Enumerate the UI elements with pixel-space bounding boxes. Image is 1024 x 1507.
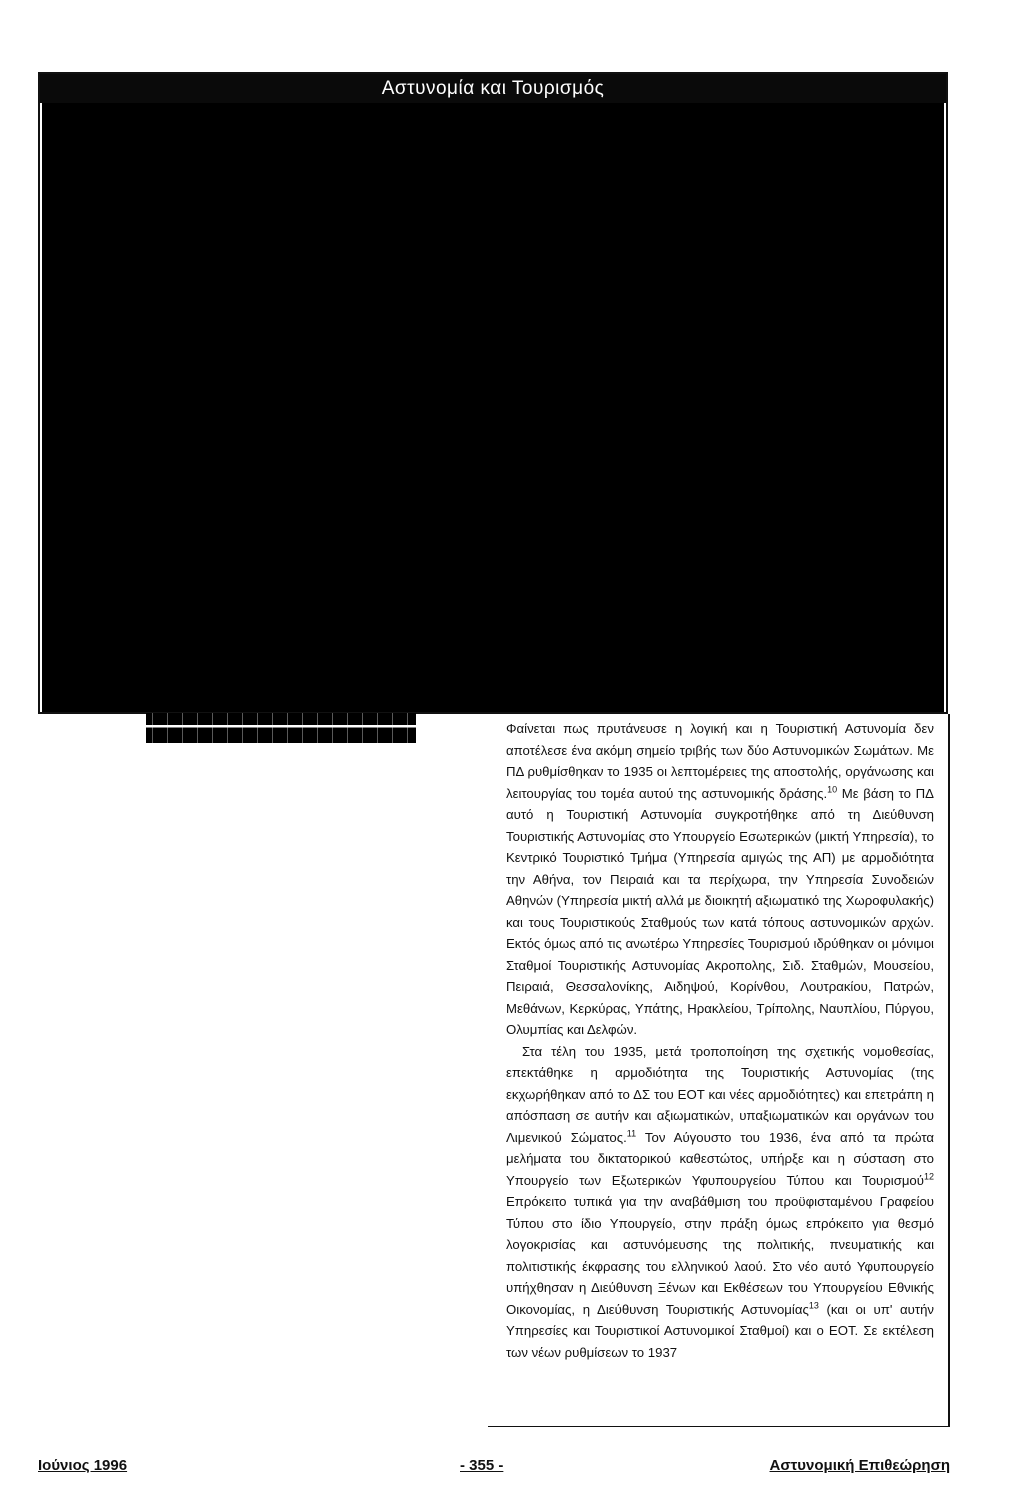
paragraph-1 <box>506 718 934 1041</box>
footnote-ref-11: 11 <box>626 1128 637 1139</box>
paragraph-2-tail-3: (και οι υπ' αυτήν Υπηρεσίες και Τουριστικοί Αστυνομικοί Σταθμοί) και ο ΕΟΤ. Σε εκτέλεση των νέων ρυθμίσεων το 1937 <box>506 1301 935 1360</box>
bottom-rule <box>488 1426 950 1427</box>
figure-frame <box>38 72 948 714</box>
page-number: - 355 - <box>460 1457 504 1474</box>
paragraph-1-tail: Με βάση το ΠΔ αυτό η Τουριστική Αστυνομία συγκροτήθηκε από τη Διεύθυνση Τουριστικής Αστυνομίας στο Υπουργείο Εσωτερικών (μικτή Υπηρεσία), το Κεντρικό Τουριστικό Τμήμα (Υπηρεσία αμιγώς της ΑΠ) με αρμοδιότητα την Αθήνα, τον Πειραιά και τα περίχωρα, την Υπηρεσία Συνοδειών Αθηνών (Υπηρεσία μικτή αλλά με διοικητή αξιωματικό της Χωροφυλακής) και τους Τουριστικούς Σταθμούς των κατά τόπους αστυνομικών αρχών. Εκτός όμως από τις ανωτέρω Υπηρεσίες Τουρισμού ιδρύθηκαν οι μόνιμοι Σταθμοί Τουριστικής Αστυνομίας Ακροπολης, Σιδ. Σταθμών, Μουσείου, Πειραιά, Θεσσαλονίκης, Αιδηψού, Κορίνθου, Λουτρακίου, Πατρών, Μεθάνων, Κερκύρας, Υπάτης, Ηρακλείου, Τρίπολης, Ναυπλίου, Πύργου, Ολυμπίας και Δελφών. <box>506 785 934 1037</box>
footnote-ref-12: 12 <box>923 1171 934 1182</box>
paragraph-2 <box>506 1041 934 1364</box>
paragraph-2-tail: Τον Αύγουστο του 1936, ένα από τα πρώτα μελήματα του δικτατορικού καθεστώτος, υπήρξε και η σύσταση στο Υπουργείο των Εξωτερικών Υφυπουργείου Τύπου και Τουρισμού <box>506 1129 934 1188</box>
footer-date: Ιούνιος 1996 <box>38 1457 128 1474</box>
journal-name: Αστυνομική Επιθεώρηση <box>769 1457 950 1474</box>
body-text-column <box>488 714 950 1427</box>
footnote-ref-13: 13 <box>808 1300 819 1311</box>
footnote-ref-10: 10 <box>827 784 838 795</box>
paragraph-1-text: Φαίνεται πως πρυτάνευσε η λογική και η Τουριστική Αστυνομία δεν αποτέλεσε ένα ακόμη σημείο τριβής των δύο Αστυνομικών Σωμάτων. Με ΠΔ ρυθμίσθηκαν το 1935 οι λεπτομέρειες της αποστολής, οργάνωσης και λειτουργίας του τομέα αυτού της αστυνομικής δράσης. <box>506 721 934 801</box>
dark-photograph <box>42 103 944 712</box>
running-header: Αστυνομία και Τουρισμός <box>40 74 946 103</box>
paragraph-2-tail-2: Επρόκειτο τυπικά για την αναβάθμιση του προϋφισταμένου Γραφείου Τύπου στο ίδιο Υπουργείο, στην πράξη όμως επρόκειτο για θεσμό λογοκρισίας και αστυνόμευσης της πολιτικής, πνευματικής και πολιτιστικής έκφρασης του ελληνικού λαού. Στο νέο αυτό Υφυπουργείο υπήχθησαν η Διεύθυνση Ξένων και Εκθέσεων του Υπουργείου Εθνικής Οικονομίας, η Διεύθυνση Τουριστικής Αστυνομίας <box>506 1194 934 1317</box>
page-footer <box>38 1457 950 1479</box>
photo-scratch-mark <box>146 713 416 743</box>
paragraph-2-text: Στα τέλη του 1935, μετά τροποποίηση της σχετικής νομοθεσίας, επεκτάθηκε η αρμοδιότητα της Τουριστικής Αστυνομίας (της εκχωρήθηκαν από το ΔΣ του ΕΟΤ και νέες αρμοδιότητες) και επετράπη η απόσπαση σε αυτήν και αξιωματικών, υπαξιωματικών και οργάνων του Λιμενικού Σώματος. <box>506 1043 934 1145</box>
